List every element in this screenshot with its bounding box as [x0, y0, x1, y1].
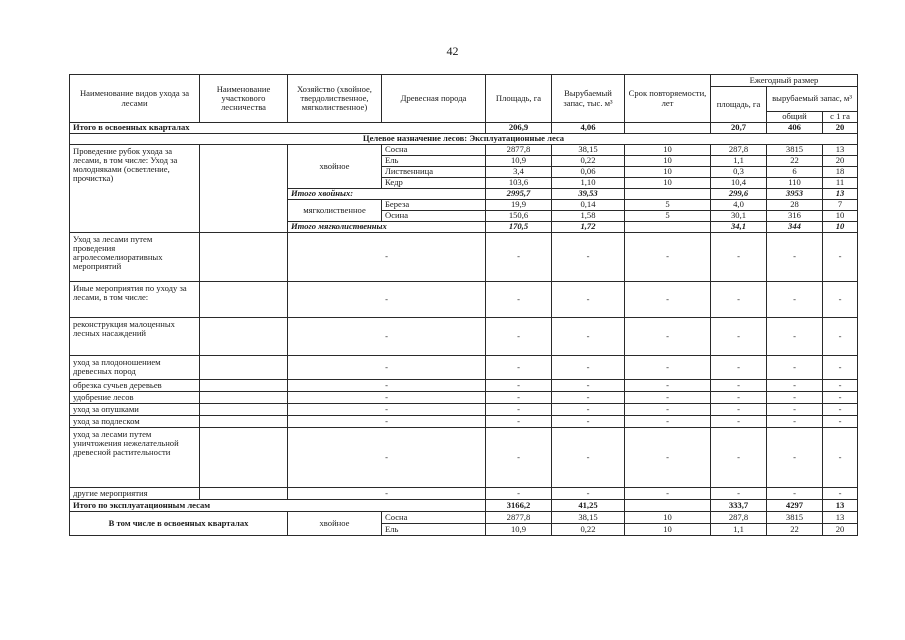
dash-cell: - — [288, 318, 486, 356]
annual-total-value: 3953 — [767, 189, 823, 200]
annual-total-value: 6 — [767, 167, 823, 178]
species: Кедр — [382, 178, 486, 189]
dash-cell: - — [552, 392, 625, 404]
header-activity: Наименование видов ухода за лесами — [70, 75, 200, 123]
annual-per-ha-value: 7 — [823, 200, 858, 211]
dash-cell: - — [767, 488, 823, 500]
dash-cell: - — [552, 380, 625, 392]
activity-row — [70, 404, 858, 416]
annual-per-ha-value: 13 — [823, 500, 858, 512]
developed-breakdown-label: В том числе в освоенных кварталах — [70, 512, 288, 536]
dash-cell: - — [767, 282, 823, 318]
activity-label: уход за плодоношением древесных пород — [70, 356, 200, 380]
header-annual-stock: вырубаемый запас, м³ — [767, 87, 858, 112]
forest-care-table — [69, 74, 858, 536]
total-exploitation-row — [70, 500, 858, 512]
dash-cell: - — [711, 428, 767, 488]
dash-cell: - — [552, 416, 625, 428]
total-developed-annual-per-ha: 20 — [823, 123, 858, 134]
period-value: 10 — [625, 512, 711, 524]
area-value: 2877,8 — [486, 512, 552, 524]
dash-cell: - — [711, 380, 767, 392]
period-value: 5 — [625, 211, 711, 222]
activity-row — [70, 488, 858, 500]
dash-cell: - — [625, 356, 711, 380]
area-value: 3,4 — [486, 167, 552, 178]
activity-row — [70, 356, 858, 380]
annual-per-ha-value: 10 — [823, 222, 858, 233]
dash-cell: - — [711, 404, 767, 416]
soft-label: мягколиственное — [288, 200, 382, 222]
header-species: Древесная порода — [382, 75, 486, 123]
dash-cell: - — [486, 404, 552, 416]
activity-row — [70, 392, 858, 404]
annual-area-value: 287,8 — [711, 145, 767, 156]
total-developed-annual-total: 406 — [767, 123, 823, 134]
stock-value: 1,10 — [552, 178, 625, 189]
dash-cell: - — [288, 282, 486, 318]
dash-cell: - — [767, 380, 823, 392]
dash-cell: - — [823, 282, 858, 318]
annual-area-value: 287,8 — [711, 512, 767, 524]
annual-per-ha-value: 11 — [823, 178, 858, 189]
activity-label: Уход за лесами путем проведения агролесомелиоративных мероприятий — [70, 233, 200, 282]
header-area: Площадь, га — [486, 75, 552, 123]
species: Береза — [382, 200, 486, 211]
dash-cell: - — [625, 404, 711, 416]
dash-cell: - — [711, 282, 767, 318]
stock-value: 38,15 — [552, 145, 625, 156]
activity-label: Иные мероприятия по уходу за лесами, в том числе: — [70, 282, 200, 318]
dash-cell: - — [552, 282, 625, 318]
period-value: 10 — [625, 145, 711, 156]
dash-cell: - — [767, 404, 823, 416]
dash-cell: - — [552, 356, 625, 380]
annual-total-value: 344 — [767, 222, 823, 233]
dash-cell: - — [486, 428, 552, 488]
period-value: 5 — [625, 200, 711, 211]
activity-row — [70, 318, 858, 356]
activity-label: обрезка сучьев деревьев — [70, 380, 200, 392]
annual-area-value: 333,7 — [711, 500, 767, 512]
activity-label: уход за опушками — [70, 404, 200, 416]
stock-value: 1,58 — [552, 211, 625, 222]
annual-per-ha-value: 20 — [823, 156, 858, 167]
header-period: Срок повторяемости, лет — [625, 75, 711, 123]
dash-cell: - — [552, 428, 625, 488]
stock-value: 1,72 — [552, 222, 625, 233]
stock-value: 0,06 — [552, 167, 625, 178]
activity-label: другие мероприятия — [70, 488, 200, 500]
dash-cell: - — [552, 488, 625, 500]
dash-cell: - — [625, 282, 711, 318]
dash-cell: - — [823, 416, 858, 428]
total-developed-annual-area: 20,7 — [711, 123, 767, 134]
table-row — [70, 145, 858, 156]
table-row — [70, 512, 858, 524]
annual-area-value: 10,4 — [711, 178, 767, 189]
dash-cell: - — [767, 233, 823, 282]
annual-per-ha-value: 13 — [823, 145, 858, 156]
annual-total-value: 22 — [767, 156, 823, 167]
area-value: 19,9 — [486, 200, 552, 211]
dash-cell: - — [486, 392, 552, 404]
dash-cell: - — [711, 416, 767, 428]
area-value: 3166,2 — [486, 500, 552, 512]
dash-cell: - — [625, 428, 711, 488]
dash-cell: - — [767, 356, 823, 380]
annual-total-value: 110 — [767, 178, 823, 189]
header-forestry: Наименование участкового лесничества — [200, 75, 288, 123]
species: Сосна — [382, 512, 486, 524]
area-value: 10,9 — [486, 524, 552, 536]
activity-label: реконструкция малоценных лесных насаждений — [70, 318, 200, 356]
total-developed-row — [70, 123, 858, 134]
dash-cell: - — [711, 392, 767, 404]
dash-cell: - — [767, 428, 823, 488]
activity-row — [70, 233, 858, 282]
main-activity: Проведение рубок ухода за лесами, в том числе: Уход за молодняками (осветление, прочистка) — [70, 145, 200, 233]
activity-row — [70, 416, 858, 428]
dash-cell: - — [625, 488, 711, 500]
annual-total-value: 22 — [767, 524, 823, 536]
dash-cell: - — [288, 428, 486, 488]
dash-cell: - — [625, 233, 711, 282]
dash-cell: - — [823, 233, 858, 282]
dash-cell: - — [288, 233, 486, 282]
conifer-total-label: Итого хвойных: — [288, 189, 486, 200]
dash-cell: - — [625, 318, 711, 356]
area-value: 103,6 — [486, 178, 552, 189]
period-value: 10 — [625, 524, 711, 536]
species: Лиственница — [382, 167, 486, 178]
dash-cell: - — [823, 380, 858, 392]
page-number: 42 — [446, 44, 459, 58]
header-stock: Вырубаемый запас, тыс. м³ — [552, 75, 625, 123]
annual-total-value: 3815 — [767, 145, 823, 156]
dash-cell: - — [823, 392, 858, 404]
period-value: 10 — [625, 156, 711, 167]
dash-cell: - — [486, 488, 552, 500]
annual-area-value: 0,3 — [711, 167, 767, 178]
period-value: 10 — [625, 178, 711, 189]
dash-cell: - — [552, 318, 625, 356]
dash-cell: - — [288, 380, 486, 392]
species: Ель — [382, 524, 486, 536]
dash-cell: - — [823, 356, 858, 380]
dash-cell: - — [711, 318, 767, 356]
annual-total-value: 4297 — [767, 500, 823, 512]
annual-per-ha-value: 10 — [823, 211, 858, 222]
stock-value: 0,14 — [552, 200, 625, 211]
dash-cell: - — [288, 356, 486, 380]
stock-value: 39,53 — [552, 189, 625, 200]
header-annual-per-ha: с 1 га — [823, 112, 858, 123]
dash-cell: - — [711, 356, 767, 380]
dash-cell: - — [823, 318, 858, 356]
header-annual-total: общий — [767, 112, 823, 123]
dash-cell: - — [711, 488, 767, 500]
annual-area-value: 34,1 — [711, 222, 767, 233]
area-value: 2995,7 — [486, 189, 552, 200]
annual-area-value: 4,0 — [711, 200, 767, 211]
forestry-cell — [200, 145, 288, 233]
header-farm: Хозяйство (хвойное, твердолиственное, мягколиственное) — [288, 75, 382, 123]
header-annual: Ежегодный размер — [711, 75, 858, 87]
stock-value: 0,22 — [552, 524, 625, 536]
annual-per-ha-value: 13 — [823, 512, 858, 524]
species: Осина — [382, 211, 486, 222]
annual-total-value: 28 — [767, 200, 823, 211]
activity-label: уход за подлеском — [70, 416, 200, 428]
purpose-label: Целевое назначение лесов: Эксплуатационные леса — [70, 134, 858, 145]
soft-total-label: Итого мягколиственных — [288, 222, 486, 233]
annual-area-value: 1,1 — [711, 156, 767, 167]
dash-cell: - — [288, 404, 486, 416]
dash-cell: - — [288, 416, 486, 428]
stock-value: 0,22 — [552, 156, 625, 167]
annual-area-value: 1,1 — [711, 524, 767, 536]
annual-per-ha-value: 18 — [823, 167, 858, 178]
dash-cell: - — [625, 380, 711, 392]
header-row-1 — [70, 75, 858, 87]
period-value: 10 — [625, 167, 711, 178]
activity-label: удобрение лесов — [70, 392, 200, 404]
developed-farm: хвойное — [288, 512, 382, 536]
dash-cell: - — [625, 392, 711, 404]
dash-cell: - — [767, 318, 823, 356]
total-developed-area: 206,9 — [486, 123, 552, 134]
dash-cell: - — [767, 416, 823, 428]
annual-total-value: 316 — [767, 211, 823, 222]
area-value: 150,6 — [486, 211, 552, 222]
activity-row — [70, 428, 858, 488]
dash-cell: - — [486, 233, 552, 282]
purpose-row — [70, 134, 858, 145]
area-value: 2877,8 — [486, 145, 552, 156]
total-developed-label: Итого в освоенных кварталах — [70, 123, 486, 134]
species: Ель — [382, 156, 486, 167]
dash-cell: - — [711, 233, 767, 282]
activity-row — [70, 282, 858, 318]
annual-area-value: 299,6 — [711, 189, 767, 200]
dash-cell: - — [486, 282, 552, 318]
species: Сосна — [382, 145, 486, 156]
annual-per-ha-value: 13 — [823, 189, 858, 200]
dash-cell: - — [552, 404, 625, 416]
dash-cell: - — [823, 404, 858, 416]
dash-cell: - — [288, 392, 486, 404]
conifer-label: хвойное — [288, 145, 382, 189]
annual-total-value: 3815 — [767, 512, 823, 524]
stock-value: 41,25 — [552, 500, 625, 512]
dash-cell: - — [823, 488, 858, 500]
dash-cell: - — [767, 392, 823, 404]
dash-cell: - — [486, 356, 552, 380]
dash-cell: - — [288, 488, 486, 500]
dash-cell: - — [552, 233, 625, 282]
dash-cell: - — [486, 416, 552, 428]
area-value: 10,9 — [486, 156, 552, 167]
dash-cell: - — [823, 428, 858, 488]
total-developed-stock: 4,06 — [552, 123, 625, 134]
stock-value: 38,15 — [552, 512, 625, 524]
total-exploitation-label: Итого по эксплуатационным лесам — [70, 500, 486, 512]
dash-cell: - — [486, 380, 552, 392]
dash-cell: - — [486, 318, 552, 356]
activity-label: уход за лесами путем уничтожения нежелательной древесной растительности — [70, 428, 200, 488]
header-annual-area: площадь, га — [711, 87, 767, 123]
activity-row — [70, 380, 858, 392]
dash-cell: - — [625, 416, 711, 428]
area-value: 170,5 — [486, 222, 552, 233]
annual-area-value: 30,1 — [711, 211, 767, 222]
annual-per-ha-value: 20 — [823, 524, 858, 536]
